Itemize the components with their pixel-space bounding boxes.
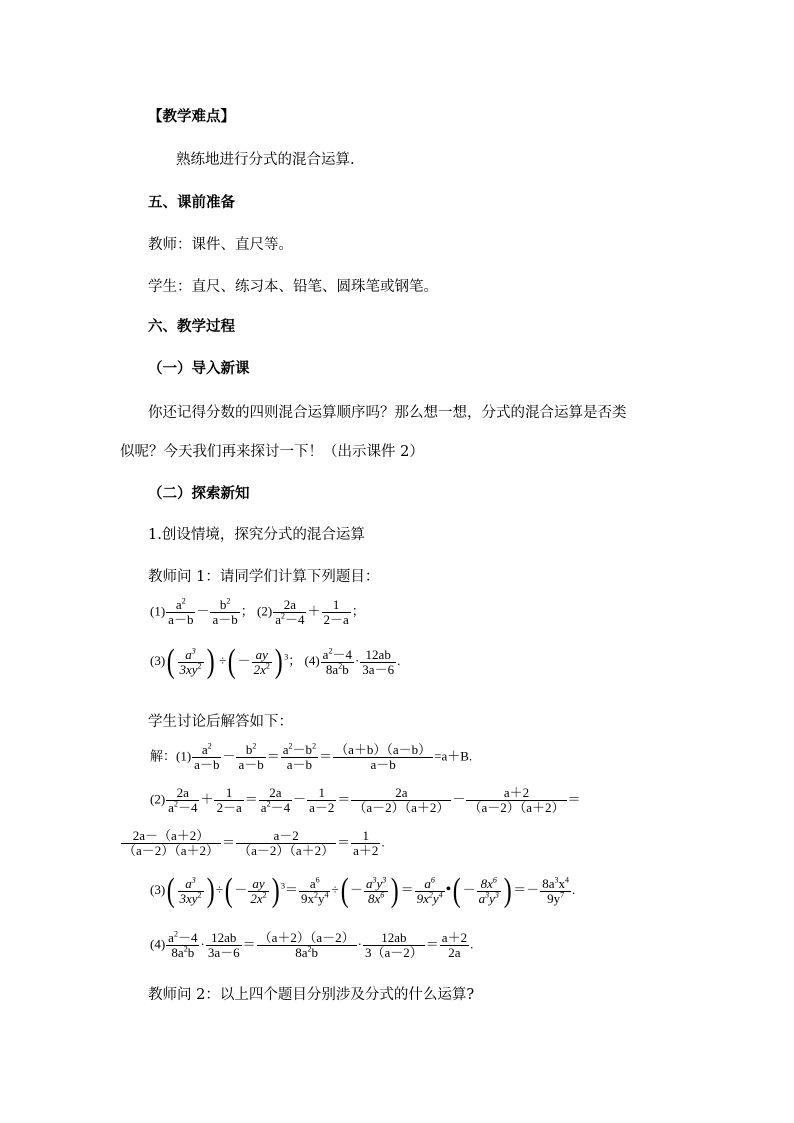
problem-1-2: (1) $\frac{a^2}{a-b}$ － $\frac{b^2}{a-b}$ ； (2) $\frac{2a}{a^2-4}$ ＋ $\frac{1}{2-a}$ ； xyxy=(150,596,365,627)
solution-1: 解：(1) $\frac{a^2}{a-b}$ － $\frac{b^2}{a-b}$ ＝ $\frac{a^2-b^2}{a-b}$ ＝ $\frac{(a+b)(a-b)}{a-b}$ =a＋B. xyxy=(150,741,473,772)
section5-title: 五、课前准备 xyxy=(148,194,235,211)
students-answer: 学生讨论后解答如下： xyxy=(148,714,293,730)
teacher-question-1: 教师问 1：请同学们计算下列题目： xyxy=(148,569,380,585)
part2-title: （二）探索新知 xyxy=(148,485,250,502)
section6-title: 六、教学过程 xyxy=(148,318,235,335)
solution-3: (3)( $\frac{a^3}{3xy^2}$ ) ÷( － $\frac{ay}{2x^2}$ ) $^3$＝ $\frac{a^6}{9x^2y^4}$ ÷( － $\frac{a^3y^3}{8x^6}$ ) ＝ $\frac{a^6}{9x^2y^4}$ •( － $\frac{8x^6}{a^3y^3}$ ) ＝－ $\frac{8a^3x^4}{9y^7}$ . xyxy=(150,872,576,909)
intro-line-1: 你还记得分数的四则混合运算顺序吗？那么想一想，分式的混合运算是否类 xyxy=(148,405,627,421)
part1-title: （一）导入新课 xyxy=(148,360,250,377)
difficulty-text: 熟练地进行分式的混合运算. xyxy=(176,152,355,168)
step1-title: 1.创设情境，探究分式的混合运算 xyxy=(148,527,365,543)
student-prep: 学生：直尺、练习本、铅笔、圆珠笔或钢笔。 xyxy=(148,279,438,295)
difficulty-heading: 【教学难点】 xyxy=(148,108,235,125)
solution-2-line-2: $\frac{2a-(a+2)}{(a-2)(a+2)}$ ＝ $\frac{a-2}{(a-2)(a+2)}$ ＝ $\frac{1}{a+2}$ . xyxy=(123,828,385,858)
teacher-question-2: 教师问 2：以上四个题目分别涉及分式的什么运算? xyxy=(148,987,475,1003)
teacher-prep: 教师：课件、直尺等。 xyxy=(148,237,293,253)
intro-line-2: 似呢？今天我们再来探讨一下！（出示课件 2） xyxy=(120,444,424,460)
solution-4: (4) $\frac{a^2-4}{8a^2b}$ · $\frac{12ab}{3a-6}$ ＝ $\frac{(a+2)(a-2)}{8a^2b}$ · $\frac{12ab}{3(a-2)}$ ＝ $\frac{a+2}{2a}$ . xyxy=(150,929,474,960)
solution-2-line-1: (2) $\frac{2a}{a^2-4}$ ＋ $\frac{1}{2-a}$ ＝ $\frac{2a}{a^2-4}$ － $\frac{1}{a-2}$ ＝ $\frac{2a}{(a-2)(a+2)}$ － $\frac{a+2}{(a-2)(a+2)}$ ＝ xyxy=(150,785,581,815)
problem-3-4: (3)( $\frac{a^3}{3xy^2}$ ) ÷( － $\frac{ay}{2x^2}$ ) $^3$； (4) $\frac{a^2-4}{8a^2b}$ · $\frac{12ab}{3a-6}$ . xyxy=(150,643,401,680)
